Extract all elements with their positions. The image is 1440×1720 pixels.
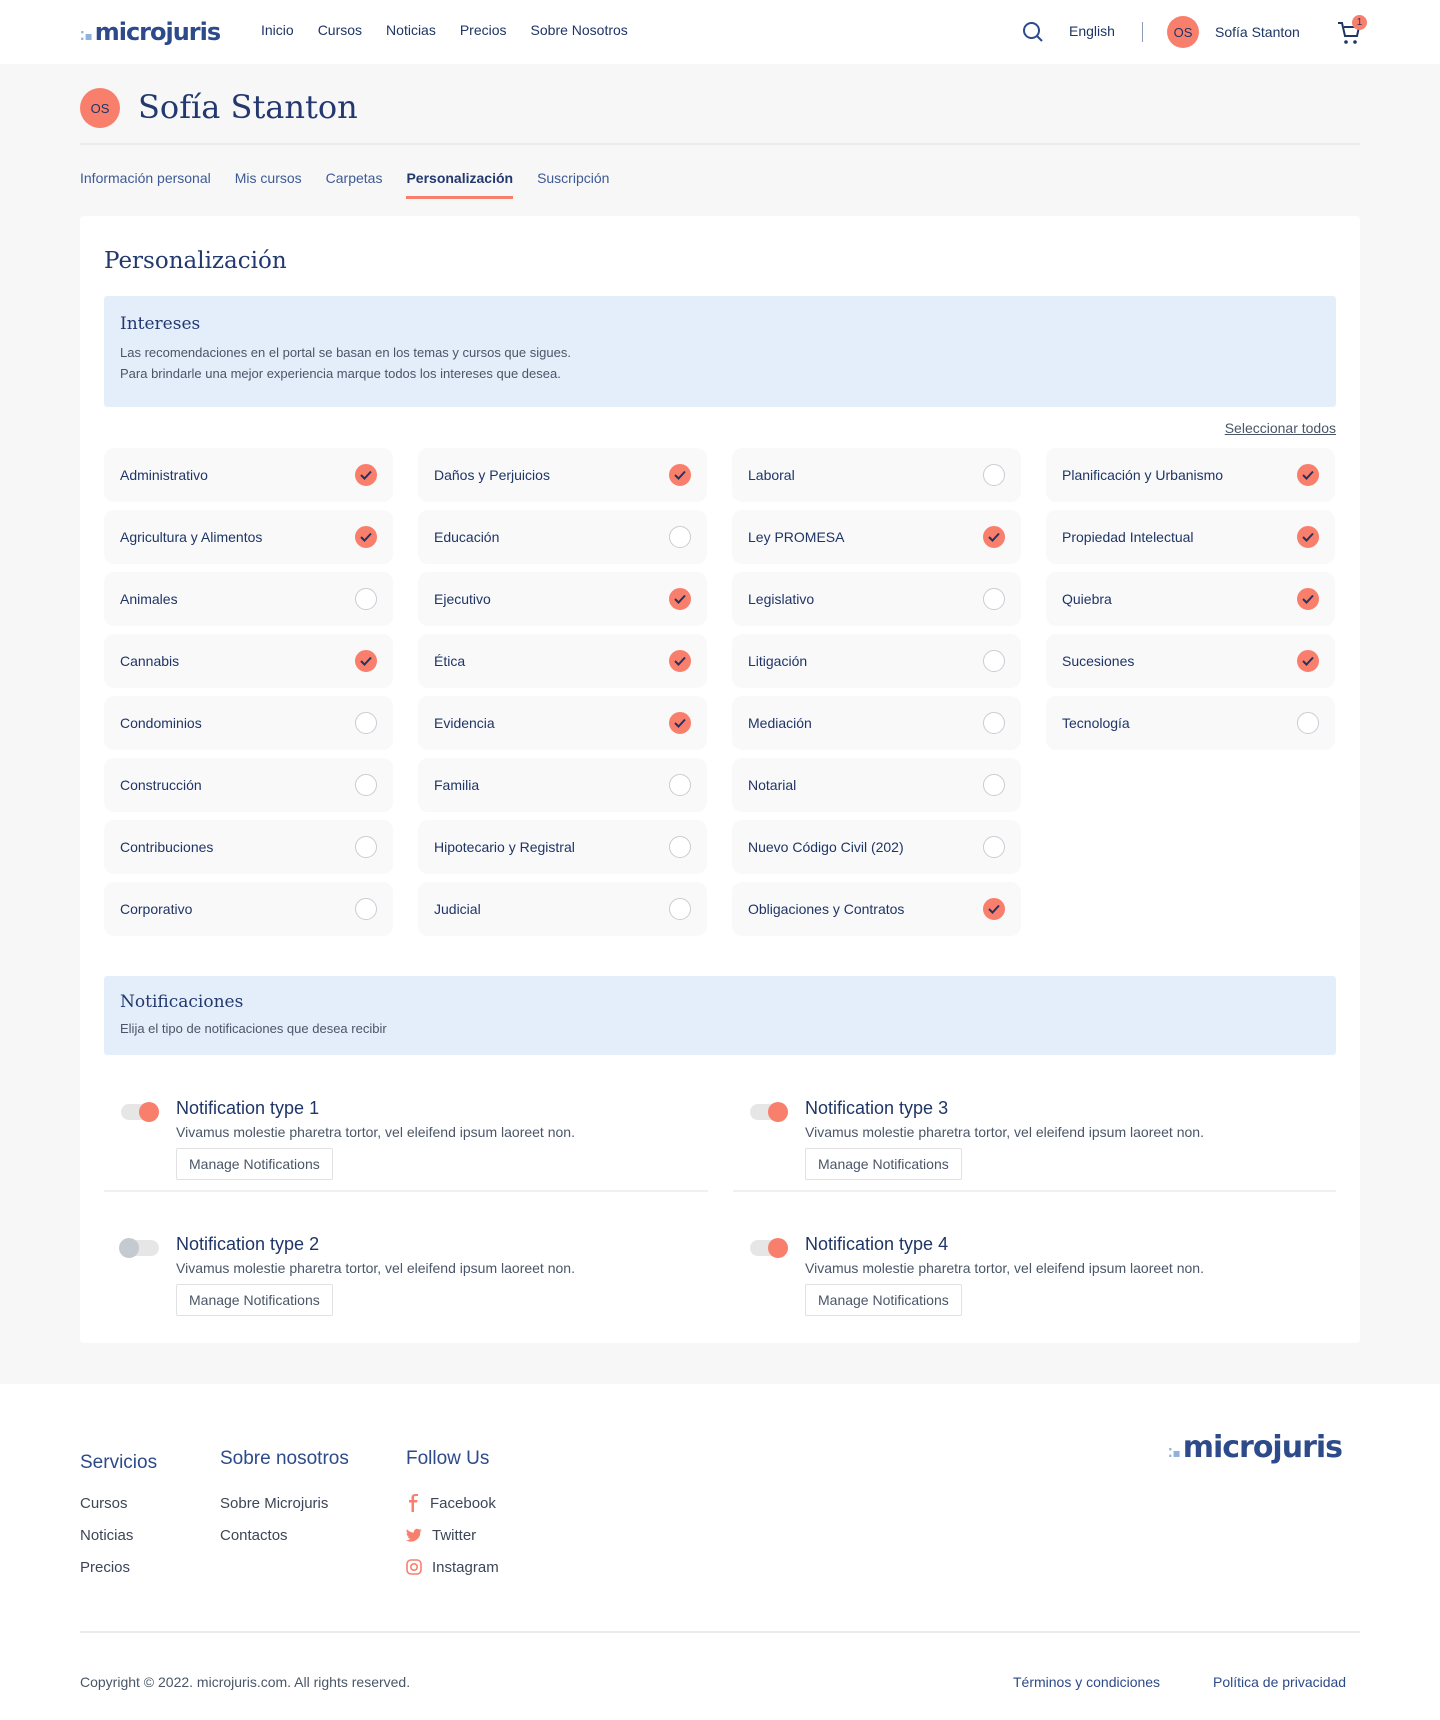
notification-toggle[interactable] xyxy=(121,1104,159,1120)
interest-label: Sucesiones xyxy=(1062,653,1135,669)
interest-label: Tecnología xyxy=(1062,715,1130,731)
tab-personalizacion[interactable]: Personalización xyxy=(406,170,513,199)
checked-icon[interactable] xyxy=(355,464,377,486)
facebook-icon xyxy=(406,1494,420,1512)
checked-icon[interactable] xyxy=(669,588,691,610)
page-title: Personalización xyxy=(104,248,287,274)
interest-item[interactable] xyxy=(732,820,1021,874)
unchecked-circle-icon[interactable] xyxy=(983,588,1005,610)
language-selector[interactable]: English xyxy=(1069,23,1115,39)
manage-notifications-button[interactable]: Manage Notifications xyxy=(176,1284,333,1316)
notification-title: Notification type 1 xyxy=(176,1098,320,1118)
checked-icon[interactable] xyxy=(355,650,377,672)
checked-icon[interactable] xyxy=(1297,588,1319,610)
notification-toggle[interactable] xyxy=(750,1240,788,1256)
unchecked-circle-icon[interactable] xyxy=(355,898,377,920)
interest-item[interactable] xyxy=(418,634,707,688)
manage-notifications-button[interactable]: Manage Notifications xyxy=(176,1148,333,1180)
interest-label: Daños y Perjuicios xyxy=(434,467,550,483)
interest-item[interactable] xyxy=(418,696,707,750)
interest-label: Administrativo xyxy=(120,467,208,483)
interest-item[interactable] xyxy=(1046,510,1335,564)
checked-icon[interactable] xyxy=(355,526,377,548)
header-user-name[interactable]: Sofía Stanton xyxy=(1215,24,1300,40)
profile-name: Sofía Stanton xyxy=(138,88,358,126)
top-navbar xyxy=(0,0,1440,64)
cart-badge: 1 xyxy=(1352,15,1367,30)
checked-icon[interactable] xyxy=(1297,650,1319,672)
checked-icon[interactable] xyxy=(669,650,691,672)
interest-item[interactable] xyxy=(104,448,393,502)
interest-item[interactable] xyxy=(732,882,1021,936)
personalization-card xyxy=(80,216,1360,1343)
interest-item[interactable] xyxy=(418,820,707,874)
interest-label: Laboral xyxy=(748,467,795,483)
unchecked-circle-icon[interactable] xyxy=(983,650,1005,672)
interest-item[interactable] xyxy=(104,758,393,812)
interest-item[interactable] xyxy=(418,572,707,626)
toggle-knob xyxy=(139,1102,159,1122)
toggle-knob xyxy=(768,1102,788,1122)
main-nav xyxy=(261,22,628,38)
interest-label: Familia xyxy=(434,777,480,793)
checked-icon[interactable] xyxy=(1297,526,1319,548)
interest-label: Notarial xyxy=(748,777,797,793)
notification-desc: Vivamus molestie pharetra tortor, vel eleifend ipsum laoreet non. xyxy=(176,1124,575,1140)
unchecked-circle-icon[interactable] xyxy=(355,836,377,858)
footer-link-noticias[interactable]: Noticias xyxy=(80,1526,134,1544)
unchecked-circle-icon[interactable] xyxy=(983,464,1005,486)
interest-label: Hipotecario y Registral xyxy=(434,839,575,855)
checked-icon[interactable] xyxy=(669,464,691,486)
tab-suscripcion[interactable]: Suscripción xyxy=(537,170,610,186)
footer-link-twitter[interactable]: Twitter xyxy=(406,1526,499,1544)
interests-column xyxy=(1046,448,1335,758)
notification-item xyxy=(733,1096,1337,1220)
interest-label: Animales xyxy=(120,591,178,607)
interest-item[interactable] xyxy=(104,572,393,626)
notifications-desc: Elija el tipo de notificaciones que desea recibir xyxy=(120,1021,387,1036)
toggle-knob xyxy=(119,1238,139,1258)
copyright: Copyright © 2022. microjuris.com. All rights reserved. xyxy=(80,1674,411,1690)
interest-label: Ley PROMESA xyxy=(748,529,845,545)
interest-item[interactable] xyxy=(732,634,1021,688)
interest-label: Cannabis xyxy=(120,653,180,669)
unchecked-circle-icon[interactable] xyxy=(669,836,691,858)
tab-informacion-personal[interactable]: Información personal xyxy=(80,170,211,186)
interest-label: Obligaciones y Contratos xyxy=(748,901,905,917)
interest-label: Agricultura y Alimentos xyxy=(120,529,263,545)
interest-item[interactable] xyxy=(732,758,1021,812)
checked-icon[interactable] xyxy=(983,898,1005,920)
terms-link[interactable]: Términos y condiciones xyxy=(1013,1674,1161,1690)
interest-label: Mediación xyxy=(748,715,812,731)
footer-link-sobre-microjuris[interactable]: Sobre Microjuris xyxy=(220,1494,329,1512)
unchecked-circle-icon[interactable] xyxy=(983,836,1005,858)
search-icon[interactable] xyxy=(1022,21,1044,43)
tab-mis-cursos[interactable]: Mis cursos xyxy=(234,170,302,186)
interest-item[interactable] xyxy=(418,510,707,564)
checked-icon[interactable] xyxy=(669,712,691,734)
notification-toggle[interactable] xyxy=(750,1104,788,1120)
interest-item[interactable] xyxy=(104,882,393,936)
interest-item[interactable] xyxy=(1046,696,1335,750)
footer-logo[interactable]: ⁚▪microjuris xyxy=(1168,1430,1343,1465)
interest-label: Contribuciones xyxy=(120,839,214,855)
nav-inicio[interactable]: Inicio xyxy=(261,22,294,38)
interests-info xyxy=(104,296,1336,407)
profile-tabs xyxy=(80,170,609,199)
footer-link-instagram[interactable]: Instagram xyxy=(406,1558,499,1576)
notifications-info xyxy=(104,976,1336,1055)
interest-label: Ejecutivo xyxy=(434,591,491,607)
notification-item xyxy=(733,1232,1337,1356)
interests-column xyxy=(418,448,707,944)
interest-label: Evidencia xyxy=(434,715,495,731)
footer-heading: Servicios xyxy=(80,1452,158,1473)
divider xyxy=(1142,22,1143,42)
interest-item[interactable] xyxy=(104,696,393,750)
interests-desc: Las recomendaciones en el portal se basan en los temas y cursos que sigues. xyxy=(120,345,571,360)
interest-item[interactable] xyxy=(732,572,1021,626)
footer-link-facebook[interactable]: Facebook xyxy=(406,1494,499,1512)
footer-heading: Sobre nosotros xyxy=(220,1448,349,1469)
tab-carpetas[interactable]: Carpetas xyxy=(325,170,383,186)
interest-item[interactable] xyxy=(732,510,1021,564)
twitter-icon xyxy=(406,1528,422,1542)
footer xyxy=(0,1384,1440,1720)
interest-item[interactable] xyxy=(1046,448,1335,502)
unchecked-circle-icon[interactable] xyxy=(983,712,1005,734)
interest-item[interactable] xyxy=(104,634,393,688)
interest-label: Ética xyxy=(434,653,466,669)
interest-item[interactable] xyxy=(732,696,1021,750)
divider xyxy=(733,1190,1336,1192)
unchecked-circle-icon[interactable] xyxy=(669,898,691,920)
notification-desc: Vivamus molestie pharetra tortor, vel eleifend ipsum laoreet non. xyxy=(805,1260,1204,1276)
interest-label: Construcción xyxy=(120,777,202,793)
notification-title: Notification type 4 xyxy=(805,1234,949,1254)
notification-item xyxy=(104,1232,708,1356)
notification-item xyxy=(104,1096,708,1220)
interest-label: Propiedad Intelectual xyxy=(1062,529,1194,545)
unchecked-circle-icon[interactable] xyxy=(983,774,1005,796)
divider xyxy=(80,143,1360,145)
notification-toggle[interactable] xyxy=(121,1240,159,1256)
interest-label: Legislativo xyxy=(748,591,815,607)
interests-column xyxy=(104,448,393,944)
unchecked-circle-icon[interactable] xyxy=(1297,712,1319,734)
manage-notifications-button[interactable]: Manage Notifications xyxy=(805,1284,962,1316)
nav-precios[interactable]: Precios xyxy=(459,22,507,38)
divider xyxy=(80,1631,1360,1633)
unchecked-circle-icon[interactable] xyxy=(669,526,691,548)
unchecked-circle-icon[interactable] xyxy=(355,712,377,734)
interests-desc: Para brindarle una mejor experiencia marque todos los intereses que desea. xyxy=(120,366,561,381)
interest-item[interactable] xyxy=(418,758,707,812)
checked-icon[interactable] xyxy=(983,526,1005,548)
interest-label: Corporativo xyxy=(120,901,193,917)
interest-label: Judicial xyxy=(434,901,481,917)
footer-link-cursos[interactable]: Cursos xyxy=(80,1494,128,1512)
nav-sobre-nosotros[interactable]: Sobre Nosotros xyxy=(530,22,628,38)
unchecked-circle-icon[interactable] xyxy=(355,774,377,796)
nav-noticias[interactable]: Noticias xyxy=(386,22,436,38)
interest-label: Educación xyxy=(434,529,500,545)
footer-servicios xyxy=(80,1452,157,1590)
nav-cursos[interactable]: Cursos xyxy=(317,22,363,38)
interest-item[interactable] xyxy=(418,882,707,936)
footer-link-contactos[interactable]: Contactos xyxy=(220,1526,288,1544)
interest-label: Litigación xyxy=(748,653,808,669)
interest-item[interactable] xyxy=(1046,572,1335,626)
footer-heading: Follow Us xyxy=(406,1448,490,1469)
checked-icon[interactable] xyxy=(1297,464,1319,486)
instagram-icon xyxy=(406,1559,422,1575)
interest-label: Quiebra xyxy=(1062,591,1112,607)
divider xyxy=(104,1190,708,1192)
interests-title: Intereses xyxy=(120,314,201,334)
interest-item[interactable] xyxy=(732,448,1021,502)
notification-title: Notification type 3 xyxy=(805,1098,949,1118)
notifications-title: Notificaciones xyxy=(120,992,244,1012)
interest-label: Nuevo Código Civil (202) xyxy=(748,839,904,855)
unchecked-circle-icon[interactable] xyxy=(669,774,691,796)
privacy-link[interactable]: Política de privacidad xyxy=(1213,1674,1347,1690)
interest-item[interactable] xyxy=(418,448,707,502)
notification-desc: Vivamus molestie pharetra tortor, vel eleifend ipsum laoreet non. xyxy=(176,1260,575,1276)
footer-sobre xyxy=(220,1448,349,1558)
footer-follow xyxy=(406,1448,499,1590)
toggle-knob xyxy=(768,1238,788,1258)
manage-notifications-button[interactable]: Manage Notifications xyxy=(805,1148,962,1180)
footer-link-precios[interactable]: Precios xyxy=(80,1558,131,1576)
interests-column xyxy=(732,448,1021,944)
interest-label: Planificación y Urbanismo xyxy=(1062,467,1224,483)
header-avatar[interactable]: OS xyxy=(1167,16,1199,48)
select-all-link[interactable]: Seleccionar todos xyxy=(1224,420,1336,436)
profile-avatar: OS xyxy=(80,88,120,128)
interest-item[interactable] xyxy=(104,820,393,874)
interest-item[interactable] xyxy=(104,510,393,564)
interest-label: Condominios xyxy=(120,715,202,731)
unchecked-circle-icon[interactable] xyxy=(355,588,377,610)
logo[interactable]: ⁚▪microjuris xyxy=(80,18,221,46)
notification-desc: Vivamus molestie pharetra tortor, vel eleifend ipsum laoreet non. xyxy=(805,1124,1204,1140)
interest-item[interactable] xyxy=(1046,634,1335,688)
notification-title: Notification type 2 xyxy=(176,1234,320,1254)
